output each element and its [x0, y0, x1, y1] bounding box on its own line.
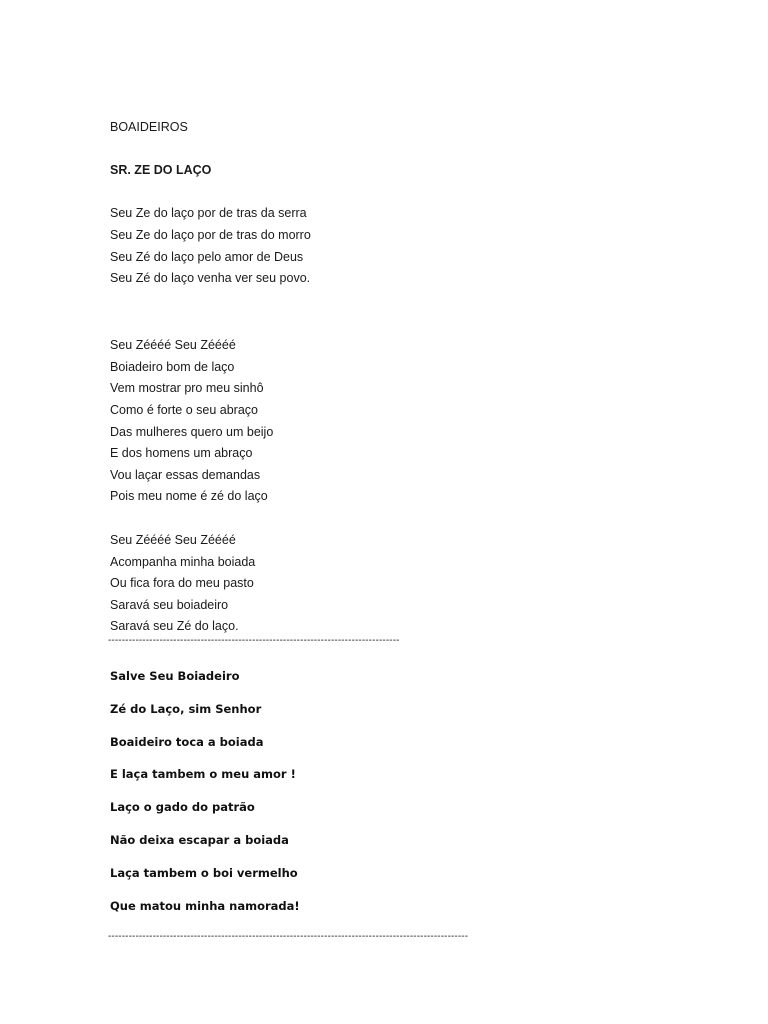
separator-line: ------------------------------------------------------------------------------------- [108, 635, 400, 646]
lyric-line: Laço o gado do patrão [110, 800, 255, 814]
lyric-line: Boaideiro toca a boiada [110, 735, 264, 749]
lyric-line: Saravá seu boiadeiro [110, 598, 229, 612]
lyric-line: Boiadeiro bom de laço [110, 360, 235, 374]
separator-line: --------------------------------------------------------------------------------------------------------- [108, 931, 469, 942]
lyric-line: Acompanha minha boiada [110, 555, 256, 569]
lyric-line: Não deixa escapar a boiada [110, 833, 289, 847]
song-title: SR. ZE DO LAÇO [110, 163, 212, 177]
lyric-line: Seu Zé do laço pelo amor de Deus [110, 250, 304, 264]
lyric-line: Pois meu nome é zé do laço [110, 489, 268, 503]
lyric-line: E dos homens um abraço [110, 446, 253, 460]
lyric-line: Seu Zé do laço venha ver seu povo. [110, 271, 311, 285]
lyric-line: Ou fica fora do meu pasto [110, 576, 254, 590]
lyric-line: Saravá seu Zé do laço. [110, 619, 239, 633]
lyric-line: Vou laçar essas demandas [110, 468, 261, 482]
lyric-line: Seu Zéééé Seu Zéééé [110, 533, 236, 547]
lyric-line: Que matou minha namorada! [110, 899, 300, 913]
lyric-line: Seu Ze do laço por de tras do morro [110, 228, 311, 242]
lyric-line: Vem mostrar pro meu sinhô [110, 381, 264, 395]
lyric-line: E laça tambem o meu amor ! [110, 767, 296, 781]
lyric-line: Seu Zéééé Seu Zéééé [110, 338, 236, 352]
lyric-line: Laça tambem o boi vermelho [110, 866, 298, 880]
lyric-line: Das mulheres quero um beijo [110, 425, 274, 439]
lyric-line: Salve Seu Boiadeiro [110, 669, 240, 683]
lyric-line: Zé do Laço, sim Senhor [110, 702, 262, 716]
lyric-line: Como é forte o seu abraço [110, 403, 258, 417]
lyric-line: Seu Ze do laço por de tras da serra [110, 206, 307, 220]
document-title: BOAIDEIROS [110, 120, 188, 134]
